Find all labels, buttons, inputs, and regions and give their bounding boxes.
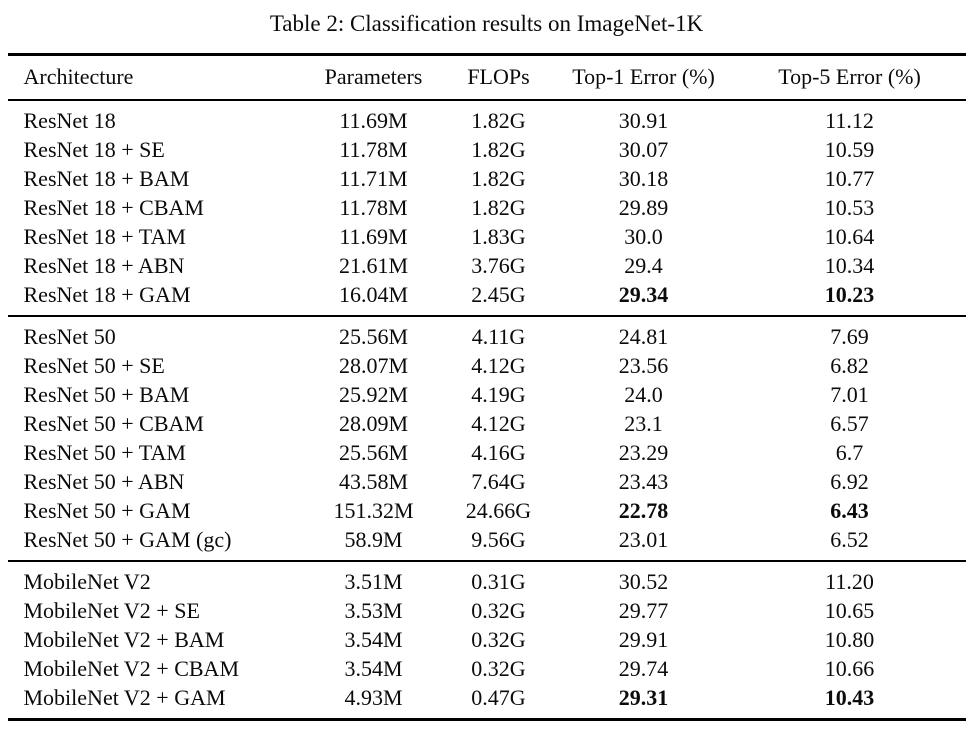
cell-flops: 7.64G [471,469,526,494]
table-row [8,525,966,561]
cell-flops: 1.82G [471,137,526,162]
cell-flops: 0.32G [471,656,526,681]
cell-architecture: ResNet 18 + BAM [23,166,190,191]
cell-architecture: ResNet 18 + ABN [23,253,185,278]
cell-top1-error: 29.31 [618,685,669,710]
cell-parameters: 3.54M [344,627,403,652]
cell-top1-error: 30.52 [618,569,669,594]
cell-top1-error: 24.0 [624,382,663,407]
cell-top5-error: 10.64 [824,224,875,249]
cell-flops: 1.82G [471,195,526,220]
cell-flops: 4.12G [471,353,526,378]
cell-architecture: MobileNet V2 + SE [23,598,200,623]
cell-flops: 0.32G [471,627,526,652]
cell-top1-error: 22.78 [618,498,669,523]
cell-flops: 24.66G [465,498,532,523]
cell-architecture: ResNet 18 + GAM [23,282,191,307]
table-row [8,100,966,135]
cell-flops: 0.31G [471,569,526,594]
cell-top1-error: 29.89 [618,195,669,220]
cell-architecture: ResNet 18 + TAM [23,224,186,249]
cell-flops: 4.16G [471,440,526,465]
table-row [8,316,966,351]
cell-top1-error: 23.29 [618,440,669,465]
cell-parameters: 11.69M [339,108,408,133]
cell-architecture: ResNet 50 [23,324,116,349]
table-row [8,164,966,193]
cell-parameters: 43.58M [338,469,409,494]
cell-flops: 4.19G [471,382,526,407]
cell-flops: 1.82G [471,166,526,191]
table-header [8,55,966,101]
cell-flops: 1.83G [471,224,526,249]
cell-top5-error: 11.12 [825,108,874,133]
cell-architecture: ResNet 18 + SE [23,137,165,162]
cell-architecture: MobileNet V2 [23,569,151,594]
table-row [8,409,966,438]
cell-architecture: ResNet 50 + BAM [23,382,190,407]
cell-top5-error: 10.80 [824,627,875,652]
table-row [8,251,966,280]
table-row [8,496,966,525]
cell-top5-error: 10.59 [824,137,875,162]
cell-flops: 3.76G [471,253,526,278]
cell-top5-error: 10.65 [824,598,875,623]
cell-top5-error: 10.23 [824,282,875,307]
cell-top1-error: 29.4 [624,253,663,278]
group-resnet18 [8,100,966,316]
cell-top5-error: 6.43 [830,498,869,523]
cell-parameters: 3.51M [344,569,403,594]
cell-top1-error: 29.77 [618,598,669,623]
table-row [8,222,966,251]
table-row [8,561,966,596]
table-row [8,280,966,316]
table-row [8,596,966,625]
cell-flops: 1.82G [471,108,526,133]
table-row [8,467,966,496]
cell-top1-error: 30.91 [618,108,669,133]
table-row [8,654,966,683]
cell-flops: 0.32G [471,598,526,623]
cell-architecture: ResNet 50 + GAM [23,498,191,523]
cell-flops: 0.47G [471,685,526,710]
cell-architecture: ResNet 50 + TAM [23,440,186,465]
cell-architecture: MobileNet V2 + CBAM [23,656,240,681]
cell-top1-error: 30.07 [618,137,669,162]
cell-parameters: 3.54M [344,656,403,681]
table-row [8,438,966,467]
group-resnet50 [8,316,966,561]
cell-top1-error: 30.0 [624,224,663,249]
cell-architecture: MobileNet V2 + GAM [23,685,226,710]
col-header-flops: FLOPs [467,64,530,89]
group-mobilenetv2 [8,561,966,720]
cell-architecture: MobileNet V2 + BAM [23,627,225,652]
cell-parameters: 4.93M [344,685,403,710]
col-header-top1-error: Top-1 Error (%) [572,64,715,89]
cell-parameters: 25.92M [338,382,409,407]
cell-top5-error: 10.34 [824,253,875,278]
table-row [8,683,966,720]
cell-flops: 4.12G [471,411,526,436]
cell-parameters: 11.69M [339,224,408,249]
cell-top1-error: 29.74 [618,656,669,681]
cell-architecture: ResNet 50 + CBAM [23,411,204,436]
cell-top5-error: 7.01 [830,382,869,407]
cell-parameters: 11.78M [339,137,408,162]
cell-top1-error: 30.18 [618,166,669,191]
cell-top5-error: 10.77 [824,166,875,191]
cell-parameters: 151.32M [333,498,414,523]
cell-parameters: 28.09M [338,411,409,436]
cell-top5-error: 11.20 [825,569,874,594]
col-header-parameters: Parameters [324,64,423,89]
cell-top1-error: 23.43 [618,469,669,494]
table-caption: Table 2: Classification results on ImageNet-1K [269,11,704,36]
cell-top1-error: 23.1 [624,411,663,436]
table-row [8,625,966,654]
cell-parameters: 3.53M [344,598,403,623]
table-row [8,135,966,164]
cell-parameters: 28.07M [338,353,409,378]
table-row [8,351,966,380]
cell-top1-error: 29.34 [618,282,669,307]
cell-flops: 4.11G [471,324,526,349]
results-table [8,53,966,721]
cell-parameters: 21.61M [338,253,409,278]
cell-top5-error: 6.52 [830,527,869,552]
col-header-top5-error: Top-5 Error (%) [778,64,921,89]
cell-top5-error: 10.66 [824,656,875,681]
cell-flops: 2.45G [471,282,526,307]
cell-architecture: ResNet 50 + SE [23,353,165,378]
table-row [8,380,966,409]
cell-top5-error: 7.69 [830,324,869,349]
cell-parameters: 25.56M [338,440,409,465]
cell-architecture: ResNet 50 + ABN [23,469,185,494]
cell-parameters: 25.56M [338,324,409,349]
header-row [8,55,966,101]
cell-top5-error: 6.57 [830,411,869,436]
cell-flops: 9.56G [471,527,526,552]
cell-parameters: 16.04M [338,282,409,307]
cell-top5-error: 10.43 [824,685,875,710]
cell-parameters: 11.78M [339,195,408,220]
cell-top5-error: 10.53 [824,195,875,220]
cell-architecture: ResNet 18 + CBAM [23,195,204,220]
cell-top5-error: 6.7 [835,440,864,465]
cell-top1-error: 24.81 [618,324,669,349]
cell-top1-error: 29.91 [618,627,669,652]
cell-architecture: ResNet 50 + GAM (gc) [23,527,232,552]
cell-top1-error: 23.01 [618,527,669,552]
cell-parameters: 11.71M [339,166,408,191]
table-row [8,193,966,222]
col-header-architecture: Architecture [23,64,134,89]
cell-architecture: ResNet 18 [23,108,116,133]
cell-top5-error: 6.82 [830,353,869,378]
cell-top1-error: 23.56 [618,353,669,378]
cell-parameters: 58.9M [344,527,403,552]
cell-top5-error: 6.92 [830,469,869,494]
